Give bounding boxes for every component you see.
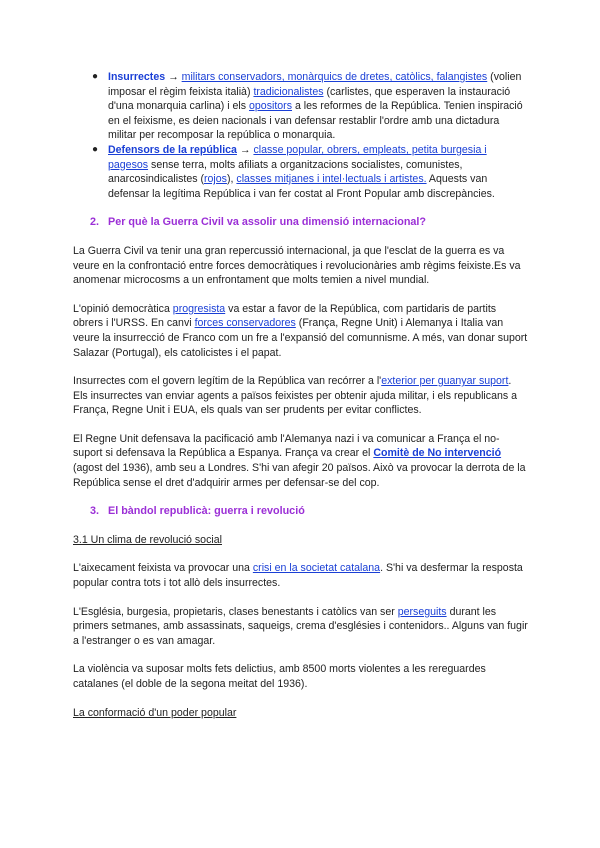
paragraph: [73, 561, 528, 590]
bullet-icon: ●: [92, 143, 99, 155]
list-item: [73, 70, 528, 143]
body-text: . S'hi va desfermar la resposta popular contra tots i tot allò dels insurrectes.: [73, 562, 523, 590]
link-text[interactable]: progresista: [172, 302, 226, 315]
bullet-icon: ●: [92, 71, 99, 82]
heading-number: 3.: [90, 505, 100, 518]
link-text[interactable]: exterior per guanyar suport: [381, 375, 509, 388]
body-text: ),: [226, 173, 234, 186]
paragraph: La Guerra Civil va tenir una gran repercussió internacional, ja que l'esclat de la guerra es va veure en la confrontació entre forces democràtiques i revolucionàries amb règims feixiste.Es va anomenar microcosms a un enfrontament que molts temien a nivel mundial.: [73, 244, 521, 287]
body-text: sense terra, molts afiliats a organitzacions socialistes, comunistes, anarcosindicalistes (: [108, 158, 463, 186]
heading-text: Per què la Guerra Civil va assolir una dimensió internacional?: [108, 216, 427, 229]
link-text[interactable]: Comitè de No intervenció: [373, 447, 502, 460]
paragraph: [73, 605, 528, 649]
body-text: L'Església, burgesia, propietaris, clases benestants i catòlics van ser: [73, 605, 395, 618]
paragraph: [73, 374, 528, 418]
link-text[interactable]: tradicionalistes: [253, 85, 324, 98]
link-text[interactable]: crisi en la societat catalana: [252, 562, 381, 575]
link-text[interactable]: classe popular, obrers, empleats, petita burgesia i pagesos: [108, 143, 487, 171]
link-text[interactable]: classes mitjanes i intel·lectuals i artistes.: [236, 173, 427, 186]
body-text: El Regne Unit defensava la pacificació amb l'Alemanya nazi i va comunicar a França el no-suport si defensava la República a Espanya. França va crear el: [73, 432, 500, 460]
bullet-title: Insurrectes: [108, 71, 166, 83]
body-text: L'aixecament feixista va provocar una: [73, 562, 250, 575]
link-text[interactable]: perseguits: [397, 605, 447, 618]
body-text: va estar a favor de la República, com partidaris de partits obrers i l'URSS. En canvi: [73, 302, 497, 330]
body-text: (França, Regne Unit) i Alemanya i Italia van veure la insurrecció de Franco com un fre a l'expansió del comunnisme. A més, van donar suport Salazar (Portugal), els catolicistes i el papat.: [73, 317, 528, 359]
heading-text: El bàndol republicà: guerra i revolució: [108, 505, 305, 518]
section-heading-3: [73, 504, 528, 519]
body-text: durant les primers setmanes, amb assassinats, saqueigs, crema d'esglésies i contenidors.. Alguns van fugir a l'estranger o es van amagar.: [73, 605, 528, 647]
body-text: L'opinió democràtica: [73, 302, 170, 315]
body-text: a les reformes de la República. Tenien inspiració en el feixisme, es deien nacionals i van defensar restablir l'ordre amb una dictadura militar per recomposar la república o monarquia.: [108, 100, 523, 142]
body-text: (carlistes, que esperaven la instauració d'una monarquia carlina) i els: [108, 85, 511, 113]
body-text: . Els insurrectes van enviar agents a països feixistes per obtenir ajuda militar, i els republicans a França, Regne Unit i EUA, els quals van ser prudents per evitar conflictes.: [73, 375, 517, 417]
paragraph: [73, 302, 528, 360]
link-text[interactable]: rojos: [203, 173, 227, 186]
paragraph: La violència va suposar molts fets delictius, amb 8500 morts violentes a les rereguardes catalanes (el doble de la segona meitat del 1936).: [73, 663, 486, 690]
body-text: Insurrectes com el govern legítim de la República van recórrer a l': [73, 375, 382, 388]
body-text: Aquests van defensar la legítima República i van fer costat al Front Popular amb discrepàncies.: [108, 173, 495, 200]
link-text[interactable]: forces conservadores: [194, 317, 296, 330]
bullet-list: [73, 70, 528, 201]
link-text[interactable]: militars conservadors, monàrquics de dretes, catòlics, falangistes: [181, 71, 488, 83]
list-item: [73, 143, 528, 201]
bullet-title[interactable]: Defensors de la república: [108, 143, 237, 156]
arrow-icon: →: [239, 143, 251, 156]
body-text: (volien imposar el règim feixista italià): [108, 71, 522, 98]
subheading: 3.1 Un clima de revolució social: [73, 533, 222, 546]
heading-number: 2.: [90, 216, 100, 229]
link-text[interactable]: opositors: [249, 100, 293, 113]
arrow-icon: →: [168, 71, 179, 83]
subheading: La conformació d'un poder popular: [73, 706, 237, 719]
body-text: (agost del 1936), amb seu a Londres. S'hi van afegir 20 països. Això va provocar la derrota de la República sense el dret d'adquirir armes per defensar-se del cop.: [73, 462, 526, 489]
section-heading-2: [73, 215, 528, 230]
paragraph: [73, 432, 528, 490]
